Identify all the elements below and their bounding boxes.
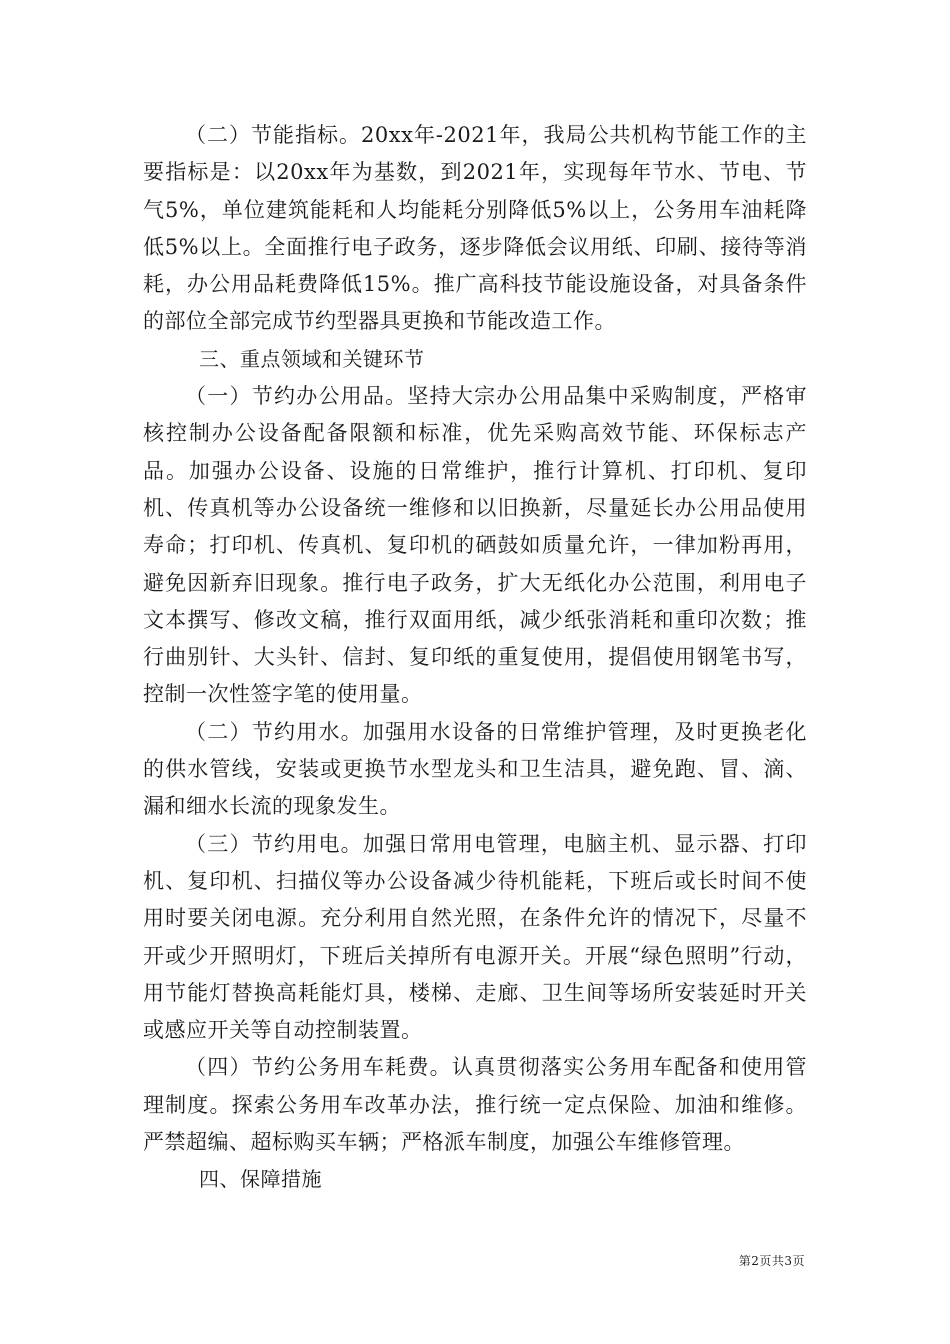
page-number-footer: 第2页共3页 xyxy=(738,1254,805,1268)
paragraph-office-supplies: （一）节约办公用品。坚持大宗办公用品集中采购制度，严格审核控制办公设备配备限额和标准，优先采购高效节能、环保标志产品。加强办公设备、设施的日常维护，推行计算机、打印机、复印机、传真机等办公设备统一维修和以旧换新，尽量延长办公用品使用寿命；打印机、传真机、复印机的硒鼓如质量允许，一律加粉再用，避免因新弃旧现象。推行电子政务，扩大无纸化办公范围，利用电子文本撰写、修改文稿，推行双面用纸，减少纸张消耗和重印次数；推行曲别针、大头针、信封、复印纸的重复使用，提倡使用钢笔书写，控制一次性签字笔的使用量。 xyxy=(143,384,807,707)
section-heading-key-areas: 三、重点领域和关键环节 xyxy=(199,346,425,371)
document-body xyxy=(143,117,807,1199)
paragraph-vehicle-costs: （四）节约公务用车耗费。认真贯彻落实公务用车配备和使用管理制度。探索公务用车改革办法，推行统一定点保险、加油和维修。严禁超编、超标购买车辆；严格派车制度，加强公车维修管理。 xyxy=(143,1055,807,1155)
paragraph-electricity-saving: （三）节约用电。加强日常用电管理，电脑主机、显示器、打印机、复印机、扫描仪等办公设备减少待机能耗，下班后或长时间不使用时要关闭电源。充分利用自然光照，在条件允许的情况下，尽量不开或少开照明灯，下班后关掉所有电源开关。开展“绿色照明”行动，用节能灯替换高耗能灯具，楼梯、走廊、卫生间等场所安装延时开关或感应开关等自动控制装置。 xyxy=(143,831,807,1043)
paragraph-energy-targets: （二）节能指标。20xx年-2021年，我局公共机构节能工作的主要指标是：以20xx年为基数，到2021年，实现每年节水、节电、节气5%，单位建筑能耗和人均能耗分别降低5%以上，公务用车油耗降低5%以上。全面推行电子政务，逐步降低会议用纸、印刷、接待等消耗，办公用品耗费降低15%。推广高科技节能设施设备，对具备条件的部位全部完成节约型器具更换和节能改造工作。 xyxy=(143,123,807,334)
section-heading-safeguards: 四、保障措施 xyxy=(199,1167,322,1192)
paragraph-water-saving: （二）节约用水。加强用水设备的日常维护管理，及时更换老化的供水管线，安装或更换节水型龙头和卫生洁具，避免跑、冒、滴、漏和细水长流的现象发生。 xyxy=(143,719,807,819)
